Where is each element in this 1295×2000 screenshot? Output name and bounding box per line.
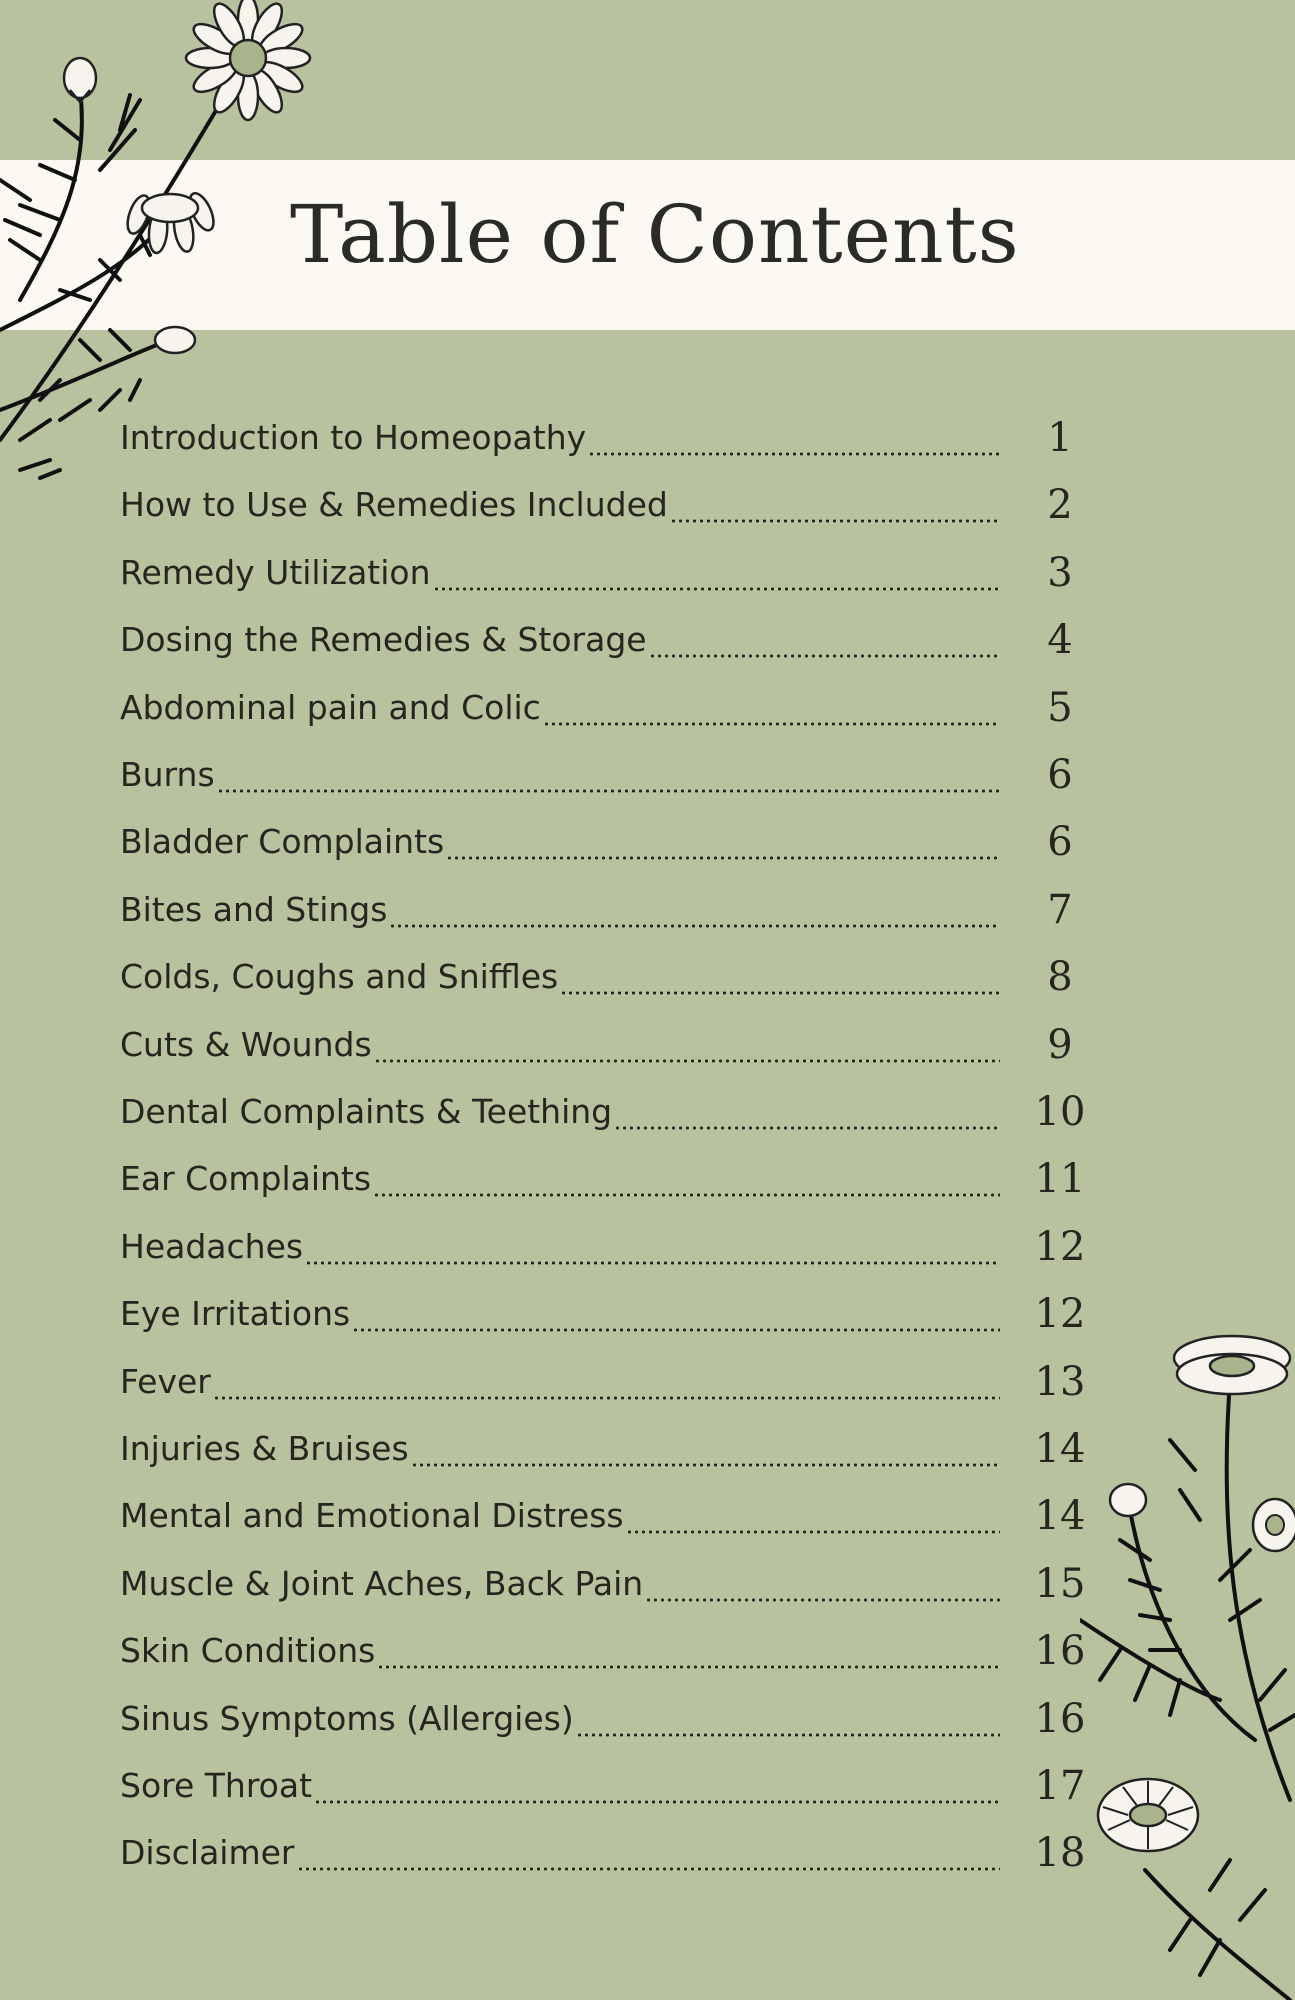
toc-entry-page-number: 4 bbox=[1047, 617, 1073, 664]
toc-leader-dots bbox=[352, 1328, 1000, 1332]
page-title: Table of Contents bbox=[290, 188, 1020, 281]
toc-entry-label: Colds, Coughs and Sniffles bbox=[120, 957, 559, 997]
toc-entry-label: Burns bbox=[120, 755, 215, 794]
toc-leader-dots bbox=[217, 789, 1000, 793]
toc-leader-dots bbox=[305, 1261, 1000, 1265]
toc-entry-page-number: 16 bbox=[1034, 1695, 1086, 1742]
toc-entry-page-number: 3 bbox=[1047, 549, 1073, 596]
toc-entry[interactable] bbox=[120, 1823, 1100, 1883]
toc-entry-page-number: 14 bbox=[1034, 1493, 1086, 1540]
toc-entry-label: Disclaimer bbox=[120, 1833, 295, 1873]
toc-entry-label: Introduction to Homeopathy bbox=[120, 418, 587, 457]
toc-entry-label: Dental Complaints & Teething bbox=[120, 1092, 613, 1131]
toc-leader-dots bbox=[373, 1193, 1000, 1197]
toc-leader-dots bbox=[649, 654, 1000, 658]
toc-entry[interactable] bbox=[120, 1486, 1100, 1546]
toc-leader-dots bbox=[389, 924, 1000, 928]
toc-leader-dots bbox=[297, 1867, 1000, 1871]
toc-entry[interactable] bbox=[120, 1756, 1100, 1816]
toc-leader-dots bbox=[670, 519, 1000, 523]
toc-entry-label: Ear Complaints bbox=[120, 1159, 372, 1199]
toc-entry-label: Cuts & Wounds bbox=[120, 1024, 372, 1064]
toc-entry[interactable] bbox=[120, 1149, 1100, 1209]
toc-entry-label: Remedy Utilization bbox=[120, 552, 431, 592]
toc-entry-page-number: 14 bbox=[1034, 1426, 1086, 1472]
toc-entry[interactable] bbox=[120, 610, 1100, 670]
toc-entry[interactable] bbox=[120, 475, 1100, 535]
toc-entry[interactable] bbox=[120, 880, 1100, 940]
toc-entry-label: Sore Throat bbox=[120, 1766, 313, 1805]
toc-entry-page-number: 13 bbox=[1034, 1358, 1086, 1405]
toc-leader-dots bbox=[433, 587, 1000, 591]
toc-entry-page-number: 11 bbox=[1034, 1156, 1086, 1203]
toc-entry[interactable] bbox=[120, 1689, 1100, 1749]
toc-entry-page-number: 18 bbox=[1034, 1830, 1086, 1877]
toc-entry-page-number: 17 bbox=[1034, 1763, 1086, 1809]
toc-entry-label: Skin Conditions bbox=[120, 1631, 376, 1671]
toc-entry-page-number: 7 bbox=[1047, 886, 1073, 933]
toc-entry[interactable] bbox=[120, 745, 1100, 805]
chamomile-flower-bottom-right-illustration bbox=[1080, 1320, 1295, 2000]
toc-entry-label: Sinus Symptoms (Allergies) bbox=[120, 1698, 574, 1738]
toc-entry-label: Mental and Emotional Distress bbox=[120, 1496, 624, 1536]
toc-leader-dots bbox=[588, 452, 1000, 456]
toc-leader-dots bbox=[560, 991, 1000, 995]
toc-entry-page-number: 12 bbox=[1034, 1291, 1086, 1338]
toc-entry-label: Injuries & Bruises bbox=[120, 1429, 409, 1468]
toc-entry-page-number: 15 bbox=[1034, 1560, 1086, 1607]
toc-entry[interactable] bbox=[120, 1217, 1100, 1277]
toc-leader-dots bbox=[374, 1059, 1000, 1063]
toc-entry-page-number: 6 bbox=[1047, 752, 1073, 798]
toc-leader-dots bbox=[411, 1463, 1000, 1467]
toc-entry-label: Muscle & Joint Aches, Back Pain bbox=[120, 1563, 644, 1603]
toc-entry[interactable] bbox=[120, 1015, 1100, 1075]
toc-leader-dots bbox=[377, 1665, 1000, 1669]
toc-entry-label: Dosing the Remedies & Storage bbox=[120, 620, 647, 660]
toc-leader-dots bbox=[614, 1126, 1000, 1130]
toc-entry[interactable] bbox=[120, 1352, 1100, 1412]
toc-entry-label: Headaches bbox=[120, 1226, 304, 1266]
toc-entry-label: Abdominal pain and Colic bbox=[120, 687, 541, 727]
toc-entry-page-number: 10 bbox=[1034, 1089, 1086, 1135]
toc-entry-page-number: 16 bbox=[1034, 1628, 1086, 1675]
toc-entry-page-number: 2 bbox=[1047, 482, 1073, 529]
toc-entry-page-number: 12 bbox=[1034, 1223, 1086, 1270]
toc-leader-dots bbox=[314, 1800, 1000, 1804]
toc-entry-page-number: 1 bbox=[1047, 415, 1073, 461]
toc-entry-label: Bladder Complaints bbox=[120, 822, 445, 862]
toc-entry[interactable] bbox=[120, 812, 1100, 872]
toc-leader-dots bbox=[645, 1598, 1000, 1602]
toc-entry-page-number: 8 bbox=[1047, 954, 1073, 1001]
toc-leader-dots bbox=[626, 1530, 1000, 1534]
toc-leader-dots bbox=[446, 856, 1000, 860]
toc-entry[interactable] bbox=[120, 1284, 1100, 1344]
toc-entry[interactable] bbox=[120, 1419, 1100, 1479]
toc-leader-dots bbox=[213, 1396, 1000, 1400]
toc-leader-dots bbox=[543, 722, 1000, 726]
toc-entry-page-number: 5 bbox=[1047, 684, 1073, 731]
toc-entry-page-number: 6 bbox=[1047, 819, 1073, 866]
toc-entry[interactable] bbox=[120, 1554, 1100, 1614]
toc-entry[interactable] bbox=[120, 1621, 1100, 1681]
toc-entry[interactable] bbox=[120, 947, 1100, 1007]
toc-entry[interactable] bbox=[120, 678, 1100, 738]
toc-entry-label: Eye Irritations bbox=[120, 1294, 351, 1334]
toc-entry[interactable] bbox=[120, 543, 1100, 603]
toc-entry-page-number: 9 bbox=[1047, 1021, 1073, 1068]
toc-entry-label: How to Use & Remedies Included bbox=[120, 485, 668, 525]
toc-entry-label: Fever bbox=[120, 1361, 211, 1401]
toc-entry-label: Bites and Stings bbox=[120, 889, 388, 929]
toc-leader-dots bbox=[576, 1733, 1000, 1737]
toc-entry[interactable] bbox=[120, 1082, 1100, 1142]
toc-entry[interactable] bbox=[120, 408, 1100, 468]
